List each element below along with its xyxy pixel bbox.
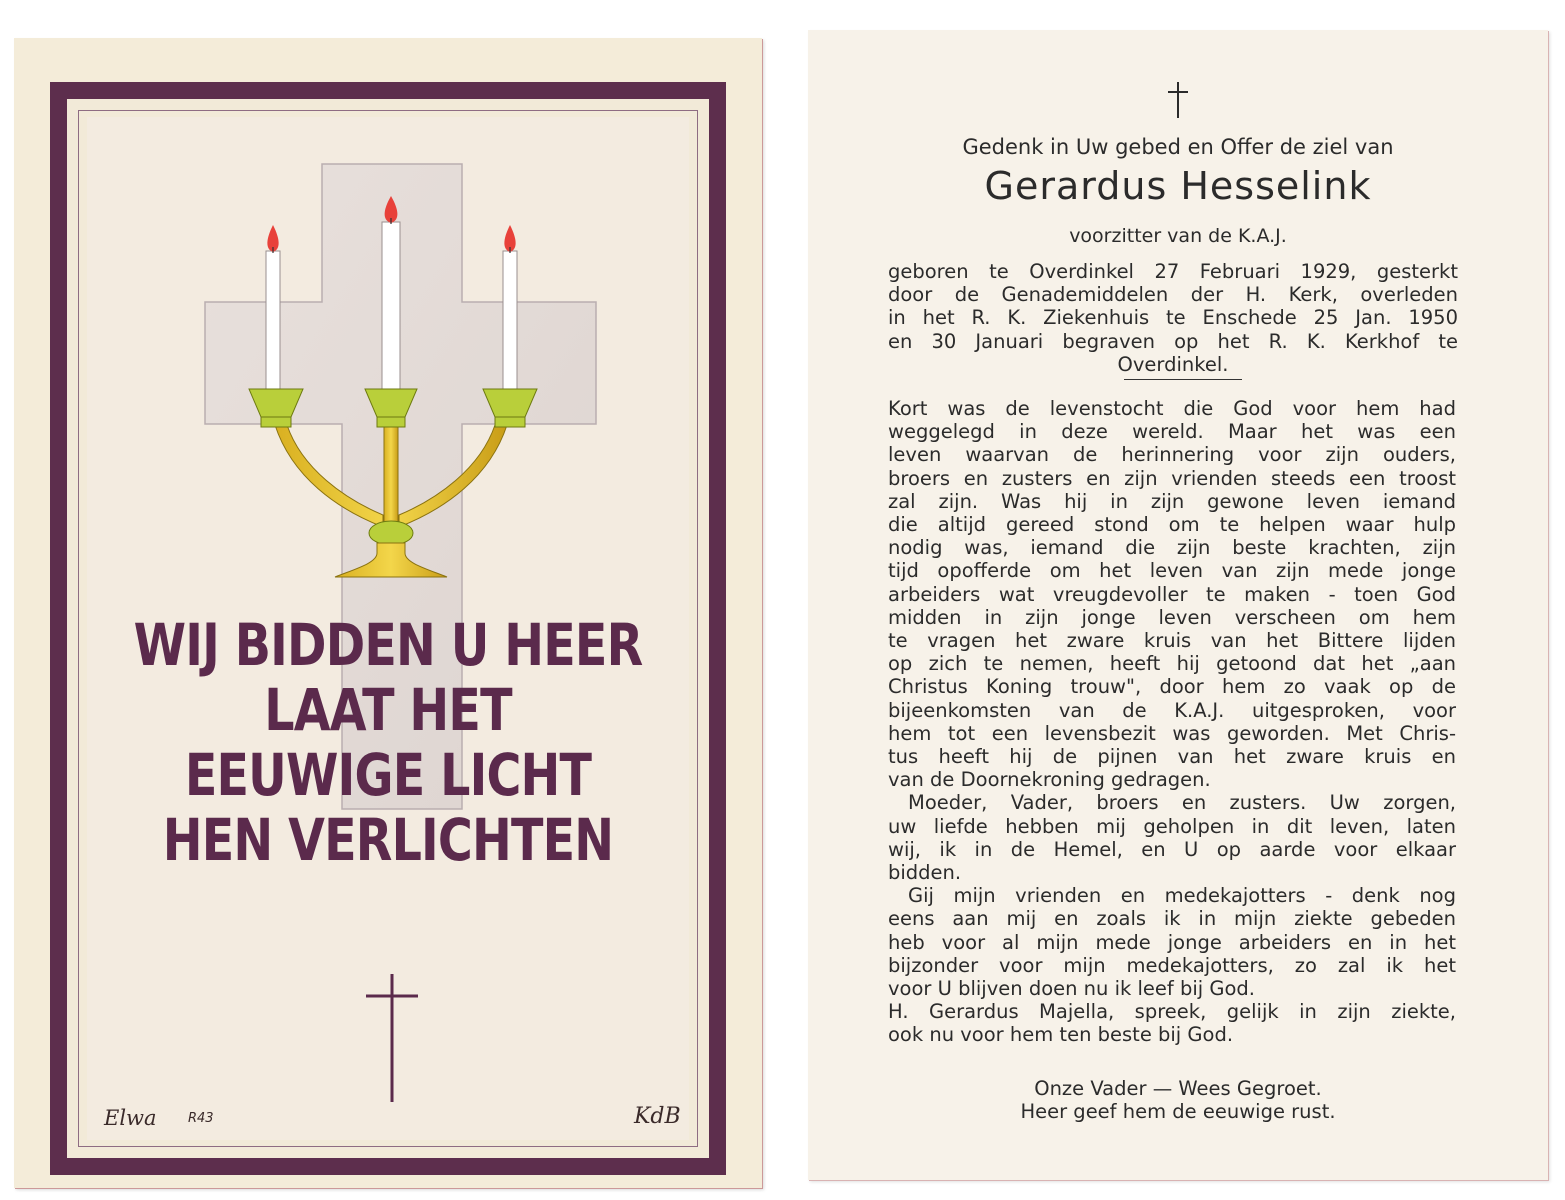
text-line: wij, ik in de Hemel, en U op aarde voor elkaar	[888, 837, 1456, 861]
prayer-text	[81, 613, 694, 873]
memorial-card-front	[14, 38, 762, 1188]
small-cross-icon	[366, 974, 418, 1102]
closing-line: Onze Vader — Wees Gegroet.	[1034, 1077, 1322, 1100]
text-line: heb voor al mijn mede jonge arbeiders en in het	[888, 930, 1456, 954]
prayer-line: HEN VERLICHTEN	[162, 805, 614, 874]
text-line: bidden.	[888, 861, 962, 885]
bio-paragraph	[888, 260, 1458, 376]
text-line: Christus Koning trouw", door hem zo vaak op de	[888, 675, 1456, 699]
bio-line: geboren te Overdinkel 27 Februari 1929, gesterkt	[888, 260, 1458, 283]
text-line: nodig was, iemand die zijn beste krachten, zijn	[888, 536, 1456, 560]
deceased-role: voorzitter van de K.A.J.	[1069, 225, 1287, 247]
text-line: uw liefde hebben mij geholpen in dit leven, laten	[888, 814, 1456, 838]
prayer-line: EEUWIGE LICHT	[184, 740, 592, 809]
bio-line: Overdinkel.	[1117, 352, 1229, 376]
text-line: Moeder, Vader, broers en zusters. Uw zorgen,	[908, 791, 1456, 815]
text-line: tijd opofferde om het leven van zijn mede jonge	[888, 559, 1456, 583]
candle-left	[266, 225, 280, 389]
top-cross-icon	[808, 80, 1548, 124]
text-line: leven waarvan de herinnering voor zijn ouders,	[888, 443, 1456, 467]
bio-line: door de Genademiddelen der H. Kerk, overleden	[888, 283, 1458, 307]
text-line: zal zijn. Was hij in zijn gewone leven iemand	[888, 489, 1456, 513]
text-line: arbeiders wat vreugdevoller te maken - toen God	[888, 582, 1456, 606]
closing-line: Heer geef hem de eeuwige rust.	[1020, 1100, 1336, 1124]
text-line: eens aan mij en zoals ik in mijn ziekte gebeden	[888, 907, 1456, 931]
text-line: van de Doornekroning gedragen.	[888, 768, 1211, 792]
intro-line: Gedenk in Uw gebed en Offer de ziel van	[962, 135, 1394, 159]
text-line: broers en zusters en zijn vrienden steeds een troost	[888, 466, 1456, 490]
prayer-line: LAAT HET	[264, 675, 512, 744]
candelabrum-stem	[384, 417, 398, 527]
deceased-name: Gerardus Hesselink	[984, 164, 1372, 208]
text-line: midden in zijn jonge leven verscheen om hem	[888, 605, 1456, 629]
bio-line: en 30 Januari begraven op het R. K. Kerkhof te	[888, 329, 1458, 353]
candle-right	[503, 225, 517, 389]
memorial-card-back	[808, 30, 1548, 1180]
memorial-text	[888, 397, 1456, 1047]
text-line: bijeenkomsten van de K.A.J. uitgesproken, voor	[888, 698, 1456, 722]
text-line: te vragen het zware kruis van het Bittere lijden	[888, 629, 1456, 653]
publisher-mark: Elwa	[104, 1106, 157, 1130]
text-line: op zich te nemen, heeft hij getoond dat het „aan	[888, 652, 1456, 676]
text-line: weggelegd in deze wereld. Maar het was een	[888, 420, 1456, 444]
text-line: hem tot een levensbezit was geworden. Met Chris-	[888, 721, 1456, 745]
prayer-line: WIJ BIDDEN U HEER	[133, 611, 643, 679]
text-line: bijzonder voor mijn medekajotters, zo zal ik het	[888, 953, 1456, 977]
closing-prayer	[808, 1077, 1548, 1123]
card-code: R43	[188, 1111, 214, 1126]
artist-signature: KdB	[634, 1104, 681, 1129]
text-line: tus heeft hij de pijnen van het zware kruis en	[888, 745, 1456, 769]
bio-line: in het R. K. Ziekenhuis te Enschede 25 Jan. 1950	[888, 306, 1458, 330]
text-line: Kort was de levenstocht die God voor hem had	[888, 397, 1456, 420]
text-line: ook nu voor hem ten beste bij God.	[888, 1023, 1234, 1047]
text-line: Gij mijn vrienden en medekajotters - denk nog	[908, 884, 1456, 908]
text-line: die altijd gereed stond om te helpen waar hulp	[888, 513, 1456, 537]
divider-line	[1124, 379, 1242, 380]
candelabrum-knot	[369, 521, 413, 545]
text-line: H. Gerardus Majella, spreek, gelijk in zijn ziekte,	[888, 1000, 1456, 1024]
text-line: voor U blijven doen nu ik leef bij God.	[888, 977, 1256, 1001]
candle-center	[382, 196, 400, 392]
